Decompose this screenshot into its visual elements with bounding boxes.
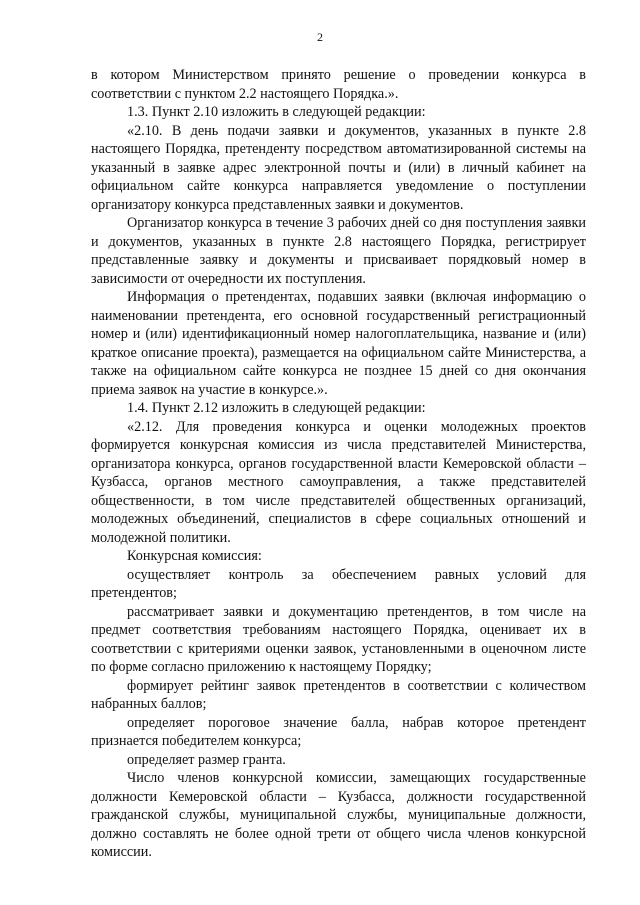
paragraph: «2.12. Для проведения конкурса и оценки молодежных проектов формируется конкурсная комиссия из числа представителей Министерства, организатора конкурса, органов государственной власти Кемеровской области – Кузбасса, органов местного самоуправления, а также представителей общественности, в том числе представителей общественных организаций, молодежных объединений, специалистов в сфере социальных отношений и молодежной политики.	[91, 418, 586, 546]
paragraph: 1.4. Пункт 2.12 изложить в следующей редакции:	[127, 400, 426, 416]
paragraph: Информация о претендентах, подавших заявки (включая информацию о наименовании претендента, его основной государственный регистрационный номер и (или) идентификационный номер налогоплательщика, название и (или) краткое описание проекта), размещается на официальном сайте Министерства, а также на официальном сайте конкурса не позднее 15 дней со дня окончания приема заявок на участие в конкурсе.».	[91, 289, 586, 398]
paragraph: осуществляет контроль за обеспечением равных условий для претендентов;	[91, 566, 586, 601]
paragraph: Число членов конкурсной комиссии, замещающих государственные должности Кемеровской области – Кузбасса, должности государственной гражданской службы, муниципальной службы, муниципальные должности, должно составлять не более одной трети от общего числа членов конкурсной комиссии.	[91, 770, 586, 860]
paragraph: формирует рейтинг заявок претендентов в соответствии с количеством набранных баллов;	[91, 677, 586, 712]
paragraph: 1.3. Пункт 2.10 изложить в следующей редакции:	[127, 104, 426, 120]
page-number: 2	[317, 30, 323, 44]
paragraph: определяет размер гранта.	[127, 751, 286, 768]
paragraph: в котором Министерством принято решение о проведении конкурса в соответствии с пунктом 2.2 настоящего Порядка.».	[91, 67, 586, 102]
document-body	[91, 66, 586, 862]
paragraph: Организатор конкурса в течение 3 рабочих дней со дня поступления заявки и документов, указанных в пункте 2.8 настоящего Порядка, регистрирует представленные заявку и документы и присваивает порядковый номер в зависимости от очередности их поступления.	[91, 215, 586, 287]
paragraph: «2.10. В день подачи заявки и документов, указанных в пункте 2.8 настоящего Порядка, претенденту посредством автоматизированной системы на указанный в заявке адрес электронной почты и (или) в личный кабинет на официальном сайте конкурса направляется уведомление о поступлении организатору конкурса представленных заявки и документов.	[91, 122, 586, 213]
paragraph: рассматривает заявки и документацию претендентов, в том числе на предмет соответствия требованиям настоящего Порядка, оценивает их в соответствии с критериями оценки заявок, установленными в оценочном листе по форме согласно приложению к настоящему Порядку;	[91, 603, 586, 675]
paragraph: определяет пороговое значение балла, набрав которое претендент признается победителем конкурса;	[91, 714, 586, 749]
paragraph: Конкурсная комиссия:	[127, 548, 262, 564]
